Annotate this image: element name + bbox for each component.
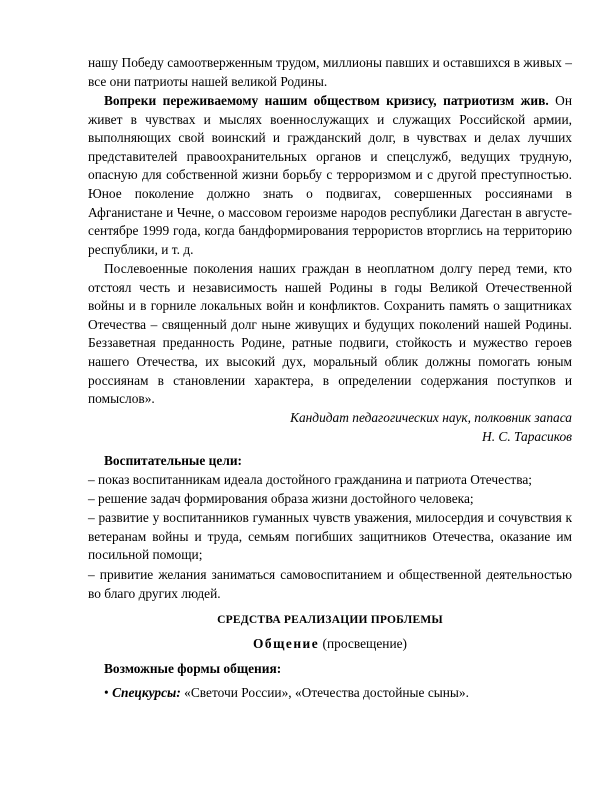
forms-heading: Возможные формы общения: <box>104 661 282 676</box>
bullet-icon: • <box>104 685 109 700</box>
goal-item-2: – решение задач формирования образа жизни достойного человека; <box>88 491 474 506</box>
goal-item-1: – показ воспитанникам идеала достойного гражданина и патриота Отечества; <box>88 472 533 487</box>
paragraph-3 <box>88 260 572 409</box>
special-courses-text: «Светочи России», «Отечества достойные сыны». <box>180 685 469 700</box>
signature-name: Н. С. Тарасиков <box>482 429 572 444</box>
section-title: СРЕДСТВА РЕАЛИЗАЦИИ ПРОБЛЕМЫ <box>217 614 443 626</box>
section-subtitle-bold: Общение <box>252 636 320 651</box>
paragraph-2 <box>88 92 572 259</box>
paragraph-1-text: нашу Победу самоотверженным трудом, миллионы павших и оставшихся в живых – все они патриоты нашей великой Родины. <box>88 55 572 89</box>
section-subtitle <box>88 636 572 652</box>
goal-item-4: – привитие желания заниматься самовоспитанием и общественной деятельностью во благо других людей. <box>88 567 572 601</box>
special-courses-label: Спецкурсы: <box>112 685 181 700</box>
paragraph-3-text: Послевоенные поколения наших граждан в неоплатном долгу перед теми, кто отстоял честь и независимость нашей Родины в годы Великой Отечественной войны и в горниле локальных войн и конфликтов. Сохранить память о защитниках Отечества – священный долг ныне живущих и будущих поколений нашей Родины. Беззаветная преданность Родине, ратные подвиги, стойкость и мужество героев нашего Отечества, их высокий дух, моральный облик должны помогать юным россиянам в становлении характера, в определении содержания поступков и помыслов». <box>88 261 572 407</box>
goals-heading: Воспитательные цели: <box>104 453 243 468</box>
goal-item-3: – развитие у воспитанников гуманных чувств уважения, милосердия и сочувствия к ветеранам войны и труда, семьям погибших защитников Отечества, оказание им посильной помощи; <box>88 510 572 563</box>
section-subtitle-rest: (просвещение) <box>319 636 408 651</box>
forms-bullet-item <box>104 684 469 703</box>
paragraph-2-lead: Вопреки переживаемому нашим обществом кризису, патриотизм жив. <box>104 93 549 108</box>
paragraph-2-text: Он живет в чувствах и мыслях военнослужащих и служащих Российской армии, выполняющих свой воинский и гражданский долг, в чувствах и делах лучших представителей правоохранительных органов и спецслужб, ведущих трудную, опасную для собственной жизни борьбу с терроризмом и с другой преступностью. Юное поколение должно знать о подвигах, совершенных россиянами в Афганистане и Чечне, о массовом героизме народов республики Дагестан в августе-сентябре 1999 года, когда бандформирования террористов вторглись на территорию республики, и т. д. <box>88 93 572 257</box>
paragraph-1 <box>88 54 572 91</box>
signature-title: Кандидат педагогических наук, полковник запаса <box>290 410 572 425</box>
